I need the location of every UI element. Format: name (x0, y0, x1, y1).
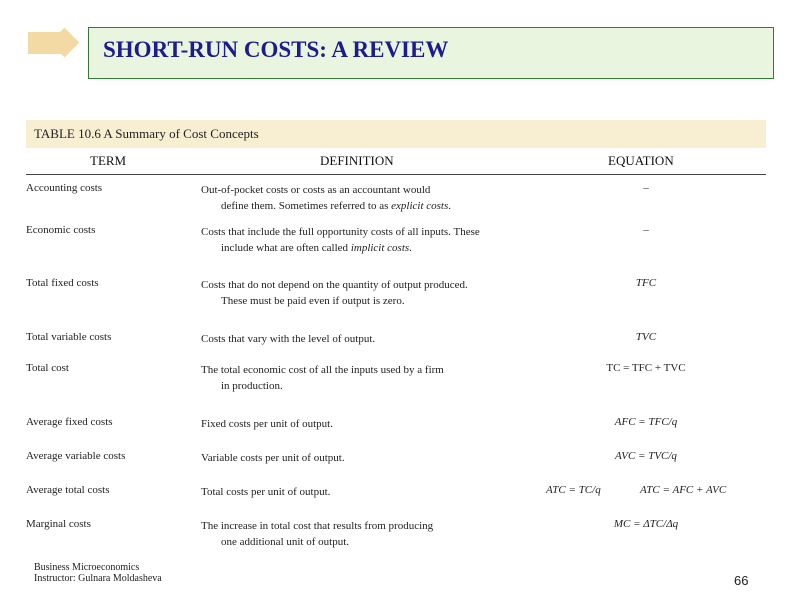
definition-line: Fixed costs per unit of output. (201, 418, 333, 430)
definition-text: include what are often called (221, 242, 351, 254)
definition-line: Total costs per unit of output. (201, 486, 331, 498)
footer-course: Business Microeconomics (34, 562, 140, 573)
row-term: Average fixed costs (26, 416, 113, 428)
row-equation: TC = TFC + TVC (606, 362, 686, 374)
definition-emphasis: explicit costs (391, 200, 449, 212)
row-term: Total variable costs (26, 331, 112, 343)
page-number: 66 (734, 573, 749, 588)
row-definition (201, 224, 571, 256)
header-definition: DEFINITION (320, 153, 394, 168)
table-header-row (26, 148, 766, 175)
table-caption: TABLE 10.6 A Summary of Cost Concepts (26, 120, 766, 148)
row-definition (201, 277, 571, 309)
row-definition (201, 450, 571, 466)
row-equation: AFC = TFC/q (614, 416, 678, 428)
row-equation: AVC = TVC/q (615, 450, 677, 462)
row-term: Average variable costs (26, 450, 126, 462)
definition-line: Costs that vary with the level of output. (201, 333, 376, 345)
definition-line: Costs that include the full opportunity costs of all inputs. These (201, 226, 480, 238)
slide-title: SHORT-RUN COSTS: A REVIEW (103, 37, 449, 62)
row-term: Accounting costs (26, 182, 103, 194)
row-definition (201, 484, 571, 500)
row-definition (201, 362, 571, 394)
definition-line: The total economic cost of all the inputs used by a firm (201, 364, 444, 376)
row-equation: TVC (635, 331, 657, 343)
footer-instructor: Instructor: Gulnara Moldasheva (34, 573, 162, 584)
row-term: Economic costs (26, 224, 96, 236)
row-equation: – (643, 182, 649, 194)
definition-line: The increase in total cost that results from producing (201, 520, 434, 532)
row-equation: MC = ΔTC/Δq (613, 518, 679, 530)
header-equation: EQUATION (608, 153, 674, 168)
row-equation: TFC (635, 277, 657, 289)
definition-line: Out-of-pocket costs or costs as an accountant would (201, 184, 431, 196)
row-term: Total fixed costs (26, 277, 99, 289)
definition-line: one additional unit of output. (221, 536, 350, 548)
row-equation: – (643, 224, 649, 236)
title-box (88, 27, 774, 79)
definition-text: . (448, 200, 452, 212)
definition-line: in production. (221, 380, 283, 392)
row-definition (201, 331, 571, 347)
row-definition (201, 518, 571, 550)
row-term: Total cost (26, 362, 69, 374)
definition-text: define them. Sometimes referred to as (221, 200, 392, 212)
diamond-arrow-icon (28, 28, 78, 58)
row-definition (201, 416, 571, 432)
header-term: TERM (90, 153, 127, 168)
definition-line: Costs that do not depend on the quantity of output produced. (201, 279, 468, 291)
footer (34, 562, 162, 584)
definition-text: . (409, 242, 412, 254)
row-term: Marginal costs (26, 518, 91, 530)
row-definition (201, 182, 571, 214)
row-equation: ATC = AFC + AVC (640, 484, 727, 496)
definition-line: Variable costs per unit of output. (201, 452, 345, 464)
definition-line (201, 240, 571, 256)
definition-line: These must be paid even if output is zero. (221, 295, 405, 307)
definition-emphasis: implicit costs (350, 242, 410, 254)
definition-line (201, 198, 571, 214)
row-term: Average total costs (26, 484, 110, 496)
row-equation: ATC = TC/q (546, 484, 601, 496)
